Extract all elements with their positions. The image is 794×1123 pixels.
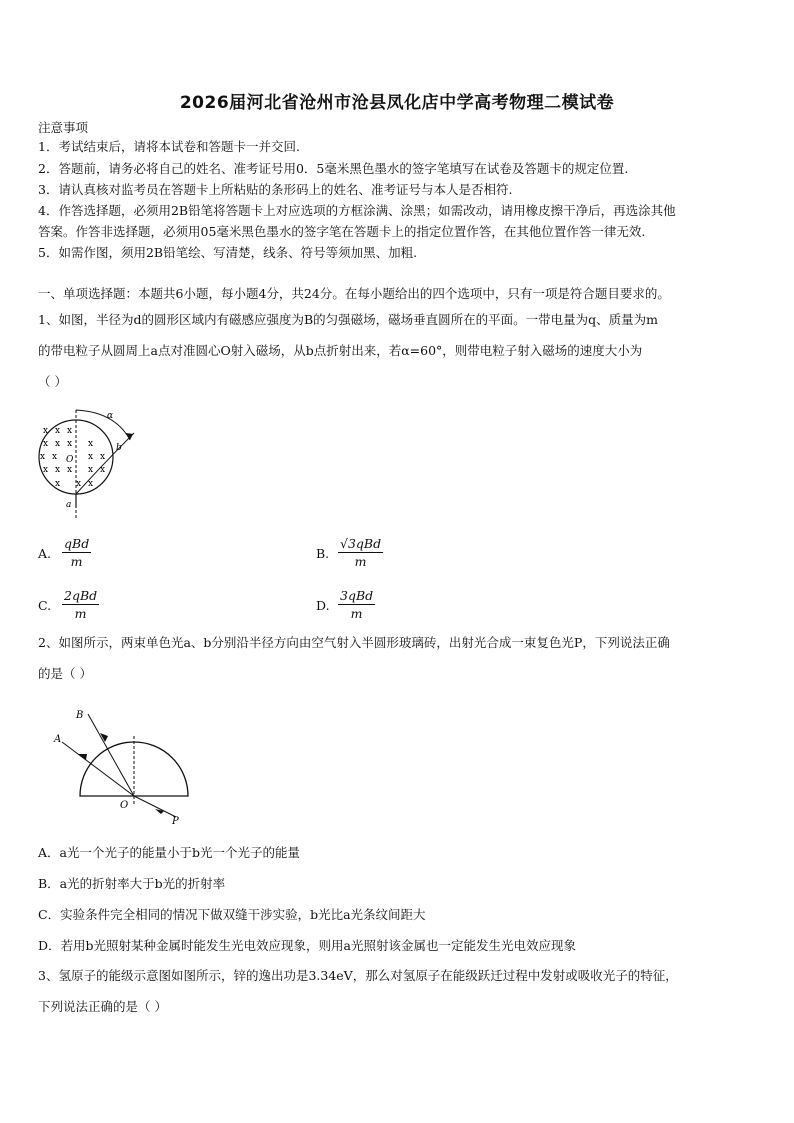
q1-option-a-fraction bbox=[62, 536, 91, 569]
q1-option-a-label: A. bbox=[38, 546, 52, 561]
cross-mark: x bbox=[43, 439, 49, 449]
cross-mark: x bbox=[88, 465, 94, 475]
cross-mark: x bbox=[55, 439, 61, 449]
notice-item: 答案。作答非选择题，必须用05毫米黑色墨水的签字笔在答题卡上的指定位置作答，在其他位置作答一律无效. bbox=[38, 224, 646, 239]
cross-mark: x bbox=[43, 426, 49, 436]
cross-mark: x bbox=[76, 479, 82, 489]
section-heading: 一、单项选择题：本题共6小题，每小题4分，共24分。在每小题给出的四个选项中，只有一项是符合题目要求的。 bbox=[38, 286, 670, 301]
alpha-label: α bbox=[107, 411, 114, 421]
cross-mark: x bbox=[55, 465, 61, 475]
q1-option-d-fraction bbox=[338, 588, 375, 621]
q1-option-d-label: D. bbox=[316, 598, 330, 613]
q2-option-b: B．a光的折射率大于b光的折射率 bbox=[38, 876, 226, 891]
point-a-label: a bbox=[66, 500, 72, 510]
cross-mark: x bbox=[100, 465, 106, 475]
notice-item: 4．作答选择题，必须用2B铅笔将答题卡上对应选项的方框涂满、涂黑；如需改动，请用橡皮擦干净后，再选涂其他 bbox=[38, 203, 676, 218]
center-O-label: O bbox=[120, 800, 129, 811]
q1-stem-line2: 的带电粒子从圆周上a点对准圆心O射入磁场，从b点折射出来，若α=60°，则带电粒子射入磁场的速度大小为 bbox=[38, 343, 643, 358]
q1-option-c-label: C. bbox=[38, 598, 52, 613]
notice-item: 3．请认真核对监考员在答题卡上所粘贴的条形码上的姓名、准考证号与本人是否相符. bbox=[38, 182, 513, 197]
q1-option-c-fraction bbox=[62, 588, 99, 621]
ray-A-label: A bbox=[54, 734, 62, 745]
point-b-label: b bbox=[116, 443, 122, 453]
numerator: qBd bbox=[64, 536, 90, 551]
q3-stem-line2: 下列说法正确的是（ ） bbox=[38, 999, 167, 1014]
q2-stem-line1: 2、如图所示，两束单色光a、b分别沿半径方向由空气射入半圆形玻璃砖，出射光合成一束复色光P，下列说法正确 bbox=[38, 635, 670, 650]
cross-mark: x bbox=[43, 465, 49, 475]
denominator: m bbox=[354, 554, 367, 569]
numerator: 3qBd bbox=[340, 588, 374, 603]
q2-stem-line2: 的是（ ） bbox=[38, 666, 92, 681]
q2-option-d: D．若用b光照射某种金属时能发生光电效应现象，则用a光照射该金属也一定能发生光电效应现象 bbox=[38, 938, 576, 953]
cross-mark: x bbox=[88, 439, 94, 449]
numerator: 2qBd bbox=[64, 588, 98, 603]
page-title: 2026届河北省沧州市沧县凤化店中学高考物理二模试卷 bbox=[179, 93, 615, 113]
q1-option-b-fraction bbox=[338, 536, 383, 569]
notice-item: 1．考试结束后，请将本试卷和答题卡一并交回. bbox=[38, 139, 300, 154]
q3-stem-line1: 3、氢原子的能级示意图如图所示，锌的逸出功是3.34eV，那么对氢原子在能级跃迁过程中发射或吸收光子的特征， bbox=[38, 968, 678, 983]
q1-figure bbox=[30, 400, 145, 522]
ray-P-label: P bbox=[172, 816, 179, 827]
denominator: m bbox=[74, 606, 87, 621]
cross-mark: x bbox=[88, 452, 94, 462]
cross-mark: x bbox=[52, 452, 58, 462]
center-O-label: O bbox=[66, 455, 74, 465]
q2-figure bbox=[48, 700, 198, 828]
ray-B-label: B bbox=[76, 710, 84, 721]
q1-option-b-label: B. bbox=[316, 546, 330, 561]
cross-mark: x bbox=[67, 439, 73, 449]
cross-mark: x bbox=[67, 465, 73, 475]
cross-mark: x bbox=[40, 452, 46, 462]
q1-stem-line1: 1、如图，半径为d的圆形区域内有磁感应强度为B的匀强磁场，磁场垂直圆所在的平面。一带电量为q、质量为m bbox=[38, 312, 658, 327]
numerator: √3qBd bbox=[340, 536, 382, 551]
cross-mark: x bbox=[100, 452, 106, 462]
cross-mark: x bbox=[55, 479, 61, 489]
q2-option-c: C．实验条件完全相同的情况下做双缝干涉实验，b光比a光条纹间距大 bbox=[38, 907, 426, 922]
cross-mark: x bbox=[67, 426, 73, 436]
cross-mark: x bbox=[88, 479, 94, 489]
notice-item: 5．如需作图，须用2B铅笔绘、写清楚，线条、符号等须加黑、加粗. bbox=[38, 245, 418, 260]
q1-answer-bracket: （ ） bbox=[38, 374, 67, 389]
q2-option-a: A．a光一个光子的能量小于b光一个光子的能量 bbox=[38, 845, 300, 860]
denominator: m bbox=[70, 554, 83, 569]
denominator: m bbox=[350, 606, 363, 621]
notice-heading: 注意事项 bbox=[38, 120, 89, 135]
cross-mark: x bbox=[55, 426, 61, 436]
notice-item: 2．答题前，请务必将自己的姓名、准考证号用0．5毫米黑色墨水的签字笔填写在试卷及答题卡的规定位置. bbox=[38, 161, 629, 176]
